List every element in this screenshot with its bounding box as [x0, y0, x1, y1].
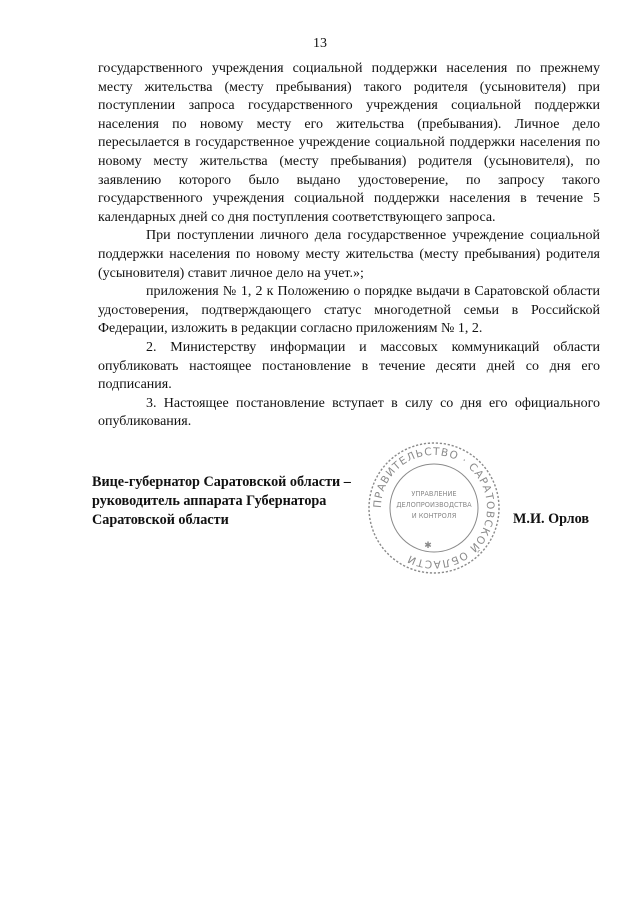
official-seal-stamp — [366, 440, 502, 576]
seal-center-line: ДЕЛОПРОИЗВОДСТВА — [396, 501, 472, 509]
signatory-title-line: Вице-губернатор Саратовской области – — [92, 474, 351, 490]
signatory-name: М.И. Орлов — [513, 511, 590, 527]
paragraph-clause-3: 3. Настоящее постановление вступает в силу со дня его официального опубликования. — [98, 395, 600, 430]
signatory-title-line: Саратовской области — [92, 512, 229, 528]
seal-center-line: УПРАВЛЕНИЕ — [411, 490, 457, 498]
paragraph-clause-2: 2. Министерству информации и массовых коммуникаций области опубликовать настоящее постановление в течение десяти дней со дня его подписания. — [98, 339, 600, 393]
page-number: 13 — [313, 36, 327, 51]
body-text — [98, 60, 600, 432]
paragraph-appendices: приложения № 1, 2 к Положению о порядке выдачи в Саратовской области удостоверения, подтверждающего статус многодетной семьи в Российской Федерации, изложить в редакции согласно приложениям № 1, 2. — [98, 284, 600, 337]
seal-center-line: И КОНТРОЛЯ — [411, 512, 457, 520]
signatory-title-line: руководитель аппарата Губернатора — [92, 493, 327, 509]
signatory-title — [92, 473, 351, 530]
seal-star: ✱ — [424, 541, 432, 551]
paragraph-personal-file: При поступлении личного дела государственное учреждение социальной поддержки населения по новому месту жительства (месту пребывания) родителя (усыновителя) ставит личное дело на учет.»; — [98, 228, 600, 281]
seal-ring-text: ПРАВИТЕЛЬСТВО · САРАТОВСКОЙ ОБЛАСТИ — [371, 445, 497, 571]
paragraph-continuation: государственного учреждения социальной поддержки населения по прежнему месту жительства (месту пребывания) такого родителя (усыновителя) при поступлении запроса государственного учреждения социальной поддержки населения по новому месту его жительства (пребывания). Личное дело пересылается в государственное учреждение социальной поддержки населения по новому месту жительства (месту пребывания) родителя (усыновителя), по заявлению которого было выдано удостоверение, по запросу такого государственного учреждения социальной поддержки населения в течение 5 календарных дней со дня поступления соответствующего запроса. — [98, 61, 600, 225]
